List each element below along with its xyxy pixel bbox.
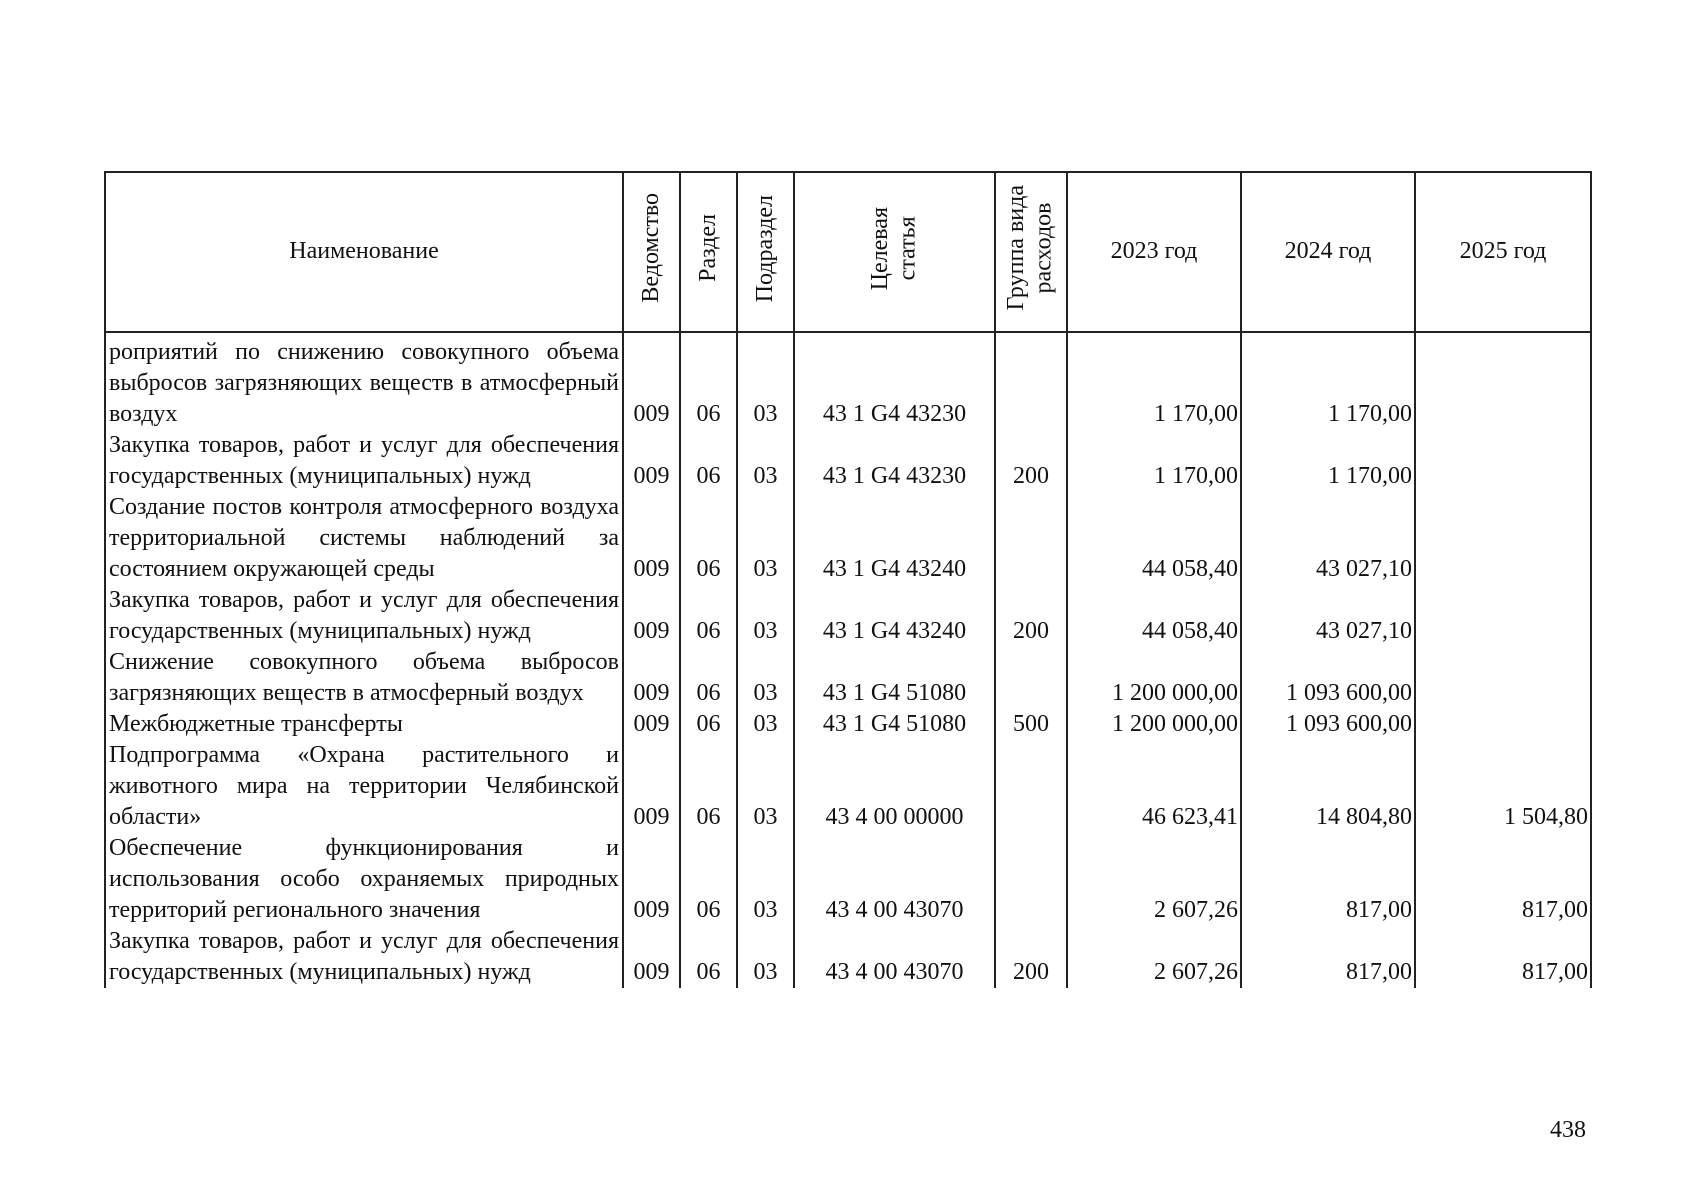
cell-year-2024: 817,00 (1241, 926, 1415, 988)
table-row (105, 833, 1591, 926)
header-year-2023: 2023 год (1067, 172, 1241, 332)
cell-year-2023: 1 200 000,00 (1067, 709, 1241, 740)
cell-section: 06 (680, 492, 737, 585)
cell-expense-group (995, 740, 1067, 833)
cell-subsection: 03 (737, 430, 794, 492)
cell-year-2025 (1415, 585, 1591, 647)
table-row (105, 926, 1591, 988)
table-body (105, 332, 1591, 988)
header-name: Наименование (105, 172, 623, 332)
table-row (105, 332, 1591, 430)
cell-section: 06 (680, 926, 737, 988)
cell-expense-group (995, 492, 1067, 585)
cell-department: 009 (623, 740, 680, 833)
header-year-2024: 2024 год (1241, 172, 1415, 332)
cell-year-2025 (1415, 647, 1591, 709)
table-row (105, 430, 1591, 492)
cell-year-2023: 2 607,26 (1067, 833, 1241, 926)
cell-section: 06 (680, 833, 737, 926)
cell-subsection: 03 (737, 926, 794, 988)
cell-year-2024: 14 804,80 (1241, 740, 1415, 833)
cell-target-item: 43 4 00 43070 (794, 926, 995, 988)
cell-name: Подпрограмма «Охрана растительного и животного мира на территории Челябинской области» (105, 740, 623, 833)
cell-section: 06 (680, 709, 737, 740)
cell-year-2024: 817,00 (1241, 833, 1415, 926)
cell-year-2025: 817,00 (1415, 833, 1591, 926)
header-section (680, 172, 737, 332)
cell-name: Межбюджетные трансферты (105, 709, 623, 740)
cell-year-2024: 43 027,10 (1241, 492, 1415, 585)
cell-section: 06 (680, 740, 737, 833)
cell-department: 009 (623, 332, 680, 430)
table-row (105, 492, 1591, 585)
cell-name: Создание постов контроля атмосферного воздуха территориальной системы наблюдений за состоянием окружающей среды (105, 492, 623, 585)
cell-target-item: 43 1 G4 43230 (794, 430, 995, 492)
page-number: 438 (1550, 1117, 1586, 1143)
table-row (105, 585, 1591, 647)
cell-target-item: 43 1 G4 51080 (794, 709, 995, 740)
cell-target-item: 43 1 G4 43230 (794, 332, 995, 430)
cell-year-2025 (1415, 332, 1591, 430)
cell-target-item: 43 1 G4 51080 (794, 647, 995, 709)
cell-department: 009 (623, 647, 680, 709)
cell-department: 009 (623, 926, 680, 988)
header-expense-group (995, 172, 1067, 332)
table-row (105, 740, 1591, 833)
table-row (105, 647, 1591, 709)
cell-target-item: 43 4 00 43070 (794, 833, 995, 926)
table-header-row (105, 172, 1591, 332)
cell-year-2025: 817,00 (1415, 926, 1591, 988)
table-row (105, 709, 1591, 740)
cell-year-2025: 1 504,80 (1415, 740, 1591, 833)
cell-expense-group: 200 (995, 585, 1067, 647)
cell-year-2025 (1415, 430, 1591, 492)
cell-expense-group (995, 647, 1067, 709)
cell-name: Снижение совокупного объема выбросов загрязняющих веществ в атмосферный воздух (105, 647, 623, 709)
cell-department: 009 (623, 709, 680, 740)
cell-year-2023: 1 170,00 (1067, 430, 1241, 492)
header-year-2025: 2025 год (1415, 172, 1591, 332)
cell-year-2023: 1 170,00 (1067, 332, 1241, 430)
budget-table (104, 171, 1592, 988)
cell-year-2023: 2 607,26 (1067, 926, 1241, 988)
cell-subsection: 03 (737, 833, 794, 926)
cell-year-2023: 1 200 000,00 (1067, 647, 1241, 709)
cell-year-2025 (1415, 709, 1591, 740)
cell-subsection: 03 (737, 585, 794, 647)
cell-department: 009 (623, 585, 680, 647)
cell-subsection: 03 (737, 332, 794, 430)
header-subsection-label: Подраздел (751, 194, 778, 302)
header-target-item-label: Целевая статья (866, 206, 921, 290)
header-section-label: Раздел (694, 214, 721, 283)
cell-year-2024: 1 170,00 (1241, 430, 1415, 492)
cell-year-2024: 1 170,00 (1241, 332, 1415, 430)
cell-target-item: 43 1 G4 43240 (794, 492, 995, 585)
cell-subsection: 03 (737, 647, 794, 709)
cell-year-2025 (1415, 492, 1591, 585)
cell-department: 009 (623, 430, 680, 492)
cell-name: Закупка товаров, работ и услуг для обеспечения государственных (муниципальных) нужд (105, 926, 623, 988)
cell-year-2024: 43 027,10 (1241, 585, 1415, 647)
cell-target-item: 43 4 00 00000 (794, 740, 995, 833)
cell-subsection: 03 (737, 709, 794, 740)
cell-subsection: 03 (737, 740, 794, 833)
cell-expense-group: 500 (995, 709, 1067, 740)
cell-name: Закупка товаров, работ и услуг для обеспечения государственных (муниципальных) нужд (105, 585, 623, 647)
cell-expense-group (995, 833, 1067, 926)
cell-expense-group: 200 (995, 926, 1067, 988)
cell-year-2023: 46 623,41 (1067, 740, 1241, 833)
header-expense-group-label: Группа вида расходов (1003, 185, 1057, 311)
header-target-item (794, 172, 995, 332)
cell-section: 06 (680, 430, 737, 492)
cell-year-2024: 1 093 600,00 (1241, 647, 1415, 709)
cell-year-2024: 1 093 600,00 (1241, 709, 1415, 740)
cell-target-item: 43 1 G4 43240 (794, 585, 995, 647)
cell-section: 06 (680, 585, 737, 647)
cell-department: 009 (623, 492, 680, 585)
cell-expense-group (995, 332, 1067, 430)
cell-year-2023: 44 058,40 (1067, 492, 1241, 585)
cell-name: роприятий по снижению совокупного объема выбросов загрязняющих веществ в атмосферный воздух (105, 332, 623, 430)
header-subsection (737, 172, 794, 332)
cell-name: Закупка товаров, работ и услуг для обеспечения государственных (муниципальных) нужд (105, 430, 623, 492)
cell-expense-group: 200 (995, 430, 1067, 492)
cell-name: Обеспечение функционирования и использования особо охраняемых природных территорий регионального значения (105, 833, 623, 926)
cell-department: 009 (623, 833, 680, 926)
cell-section: 06 (680, 647, 737, 709)
header-department (623, 172, 680, 332)
cell-section: 06 (680, 332, 737, 430)
cell-year-2023: 44 058,40 (1067, 585, 1241, 647)
header-department-label: Ведомство (637, 193, 664, 303)
cell-subsection: 03 (737, 492, 794, 585)
